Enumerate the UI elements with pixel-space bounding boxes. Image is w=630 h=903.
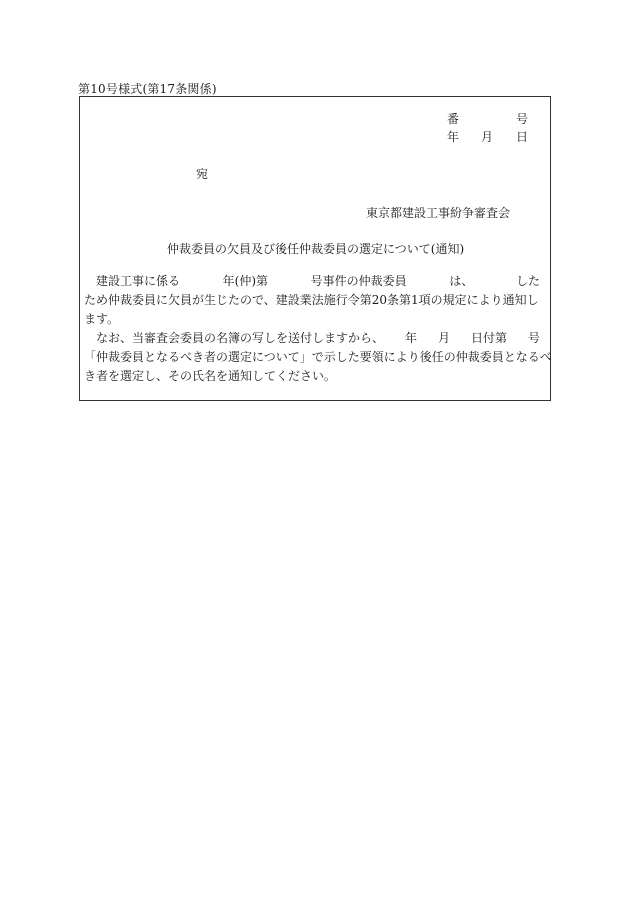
date-year-label: 年 <box>447 130 460 144</box>
paragraph-1-line-2 <box>84 291 546 310</box>
notice-body <box>84 272 552 386</box>
p2-text-a: なお、当審査会委員の名簿の写しを送付しますから、 <box>96 331 385 345</box>
p2-line-2-text: 「仲裁委員となるべき者の選定について」で示した要領により後任の仲裁委員となるべ <box>84 350 552 364</box>
p1-line-3-text: ます。 <box>84 312 120 326</box>
sender-name: 東京都建設工事紛争審査会 <box>366 206 511 220</box>
p1-text-d: は、 <box>449 274 474 288</box>
p1-text-e: した <box>515 274 540 288</box>
paragraph-2-line-1 <box>84 329 546 348</box>
document-title: 仲裁委員の欠員及び後任仲裁委員の選定について(通知) <box>167 242 465 256</box>
number-label: 番 <box>447 112 460 126</box>
paragraph-1-line-1 <box>84 272 546 291</box>
paragraph-2-line-2 <box>84 348 552 367</box>
paragraph-1-line-3 <box>84 310 546 329</box>
form-number-label: 第10号様式(第17条関係) <box>78 82 217 96</box>
date-day-label: 日 <box>516 130 529 144</box>
p1-text-a: 建設工事に係る <box>96 274 181 288</box>
p2-text-b: 年 <box>404 331 417 345</box>
recipient-suffix: 宛 <box>196 167 209 181</box>
p1-line-2-text: ため仲裁委員に欠員が生じたので、建設業法施行令第20条第1項の規定により通知し <box>84 293 539 307</box>
p2-line-3-text: き者を選定し、その氏名を通知してください。 <box>84 369 337 383</box>
p1-text-b: 年(仲)第 <box>222 274 269 288</box>
p2-text-d: 日付第 <box>470 331 507 345</box>
number-suffix-label: 号 <box>516 112 529 126</box>
date-month-label: 月 <box>481 130 494 144</box>
paragraph-2-line-3 <box>84 367 546 386</box>
p2-text-e: 号 <box>527 331 540 345</box>
p1-text-c: 号事件の仲裁委員 <box>310 274 407 288</box>
p2-text-c: 月 <box>437 331 450 345</box>
